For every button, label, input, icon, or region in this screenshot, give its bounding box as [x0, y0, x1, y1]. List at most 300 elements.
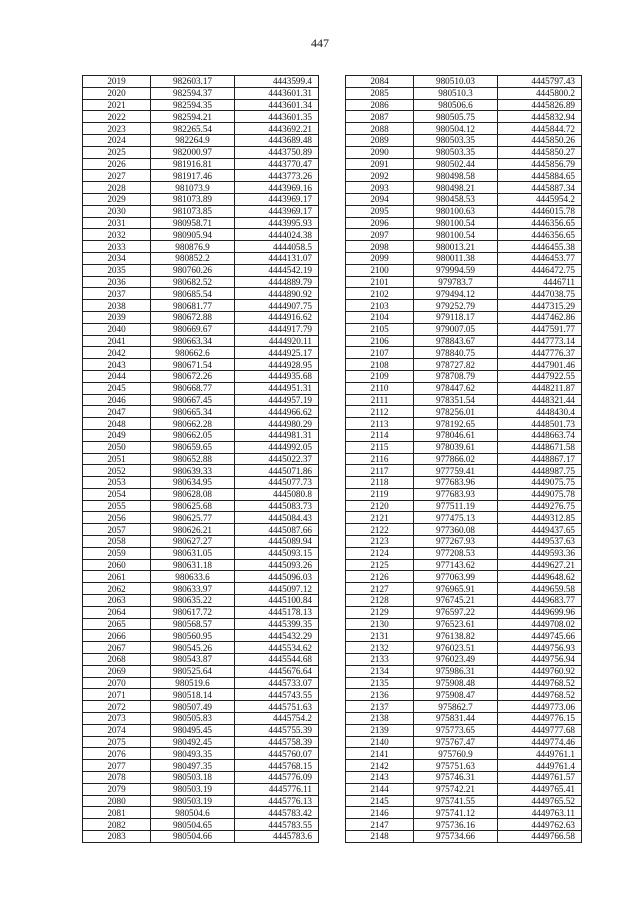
- y-coordinate-cell: 4444980.29: [235, 418, 319, 430]
- point-id-cell: 2090: [346, 146, 414, 158]
- y-coordinate-cell: 4445087.66: [235, 524, 319, 536]
- table-row: [83, 630, 319, 642]
- point-id-cell: 2040: [83, 323, 151, 335]
- x-coordinate-cell: 980510.03: [414, 76, 498, 88]
- table-row: [346, 217, 582, 229]
- y-coordinate-cell: 4448211.87: [498, 382, 582, 394]
- y-coordinate-cell: 4445783.6: [235, 831, 319, 843]
- point-id-cell: 2108: [346, 359, 414, 371]
- x-coordinate-cell: 980665.34: [151, 406, 235, 418]
- table-row: [346, 229, 582, 241]
- point-id-cell: 2083: [83, 831, 151, 843]
- point-id-cell: 2072: [83, 701, 151, 713]
- x-coordinate-cell: 980495.45: [151, 724, 235, 736]
- y-coordinate-cell: 4445850.26: [498, 134, 582, 146]
- table-row: [346, 347, 582, 359]
- table-row: [83, 547, 319, 559]
- x-coordinate-cell: 975862.7: [414, 701, 498, 713]
- point-id-cell: 2132: [346, 642, 414, 654]
- point-id-cell: 2113: [346, 418, 414, 430]
- point-id-cell: 2043: [83, 359, 151, 371]
- y-coordinate-cell: 4445022.37: [235, 453, 319, 465]
- y-coordinate-cell: 4445783.55: [235, 819, 319, 831]
- point-id-cell: 2026: [83, 158, 151, 170]
- point-id-cell: 2139: [346, 724, 414, 736]
- point-id-cell: 2022: [83, 111, 151, 123]
- y-coordinate-cell: 4443969.16: [235, 182, 319, 194]
- point-id-cell: 2126: [346, 571, 414, 583]
- x-coordinate-cell: 982603.17: [151, 76, 235, 88]
- x-coordinate-cell: 980635.22: [151, 595, 235, 607]
- table-row: [346, 795, 582, 807]
- point-id-cell: 2093: [346, 182, 414, 194]
- table-row: [83, 783, 319, 795]
- y-coordinate-cell: 4446472.75: [498, 264, 582, 276]
- y-coordinate-cell: 4449761.57: [498, 772, 582, 784]
- x-coordinate-cell: 977143.62: [414, 559, 498, 571]
- point-id-cell: 2023: [83, 123, 151, 135]
- x-coordinate-cell: 981917.46: [151, 170, 235, 182]
- table-row: [83, 323, 319, 335]
- table-row: [346, 512, 582, 524]
- point-id-cell: 2135: [346, 677, 414, 689]
- y-coordinate-cell: 4449312.85: [498, 512, 582, 524]
- y-coordinate-cell: 4445178.13: [235, 606, 319, 618]
- y-coordinate-cell: 4449761.4: [498, 760, 582, 772]
- y-coordinate-cell: 4445884.65: [498, 170, 582, 182]
- table-row: [346, 170, 582, 182]
- y-coordinate-cell: 4445887.34: [498, 182, 582, 194]
- x-coordinate-cell: 981073.9: [151, 182, 235, 194]
- y-coordinate-cell: 4445071.86: [235, 465, 319, 477]
- y-coordinate-cell: 4444966.62: [235, 406, 319, 418]
- y-coordinate-cell: 4445077.73: [235, 477, 319, 489]
- point-id-cell: 2066: [83, 630, 151, 642]
- table-row: [83, 429, 319, 441]
- point-id-cell: 2064: [83, 606, 151, 618]
- table-row: [83, 701, 319, 713]
- y-coordinate-cell: 4446356.65: [498, 217, 582, 229]
- table-row: [346, 559, 582, 571]
- y-coordinate-cell: 4447922.55: [498, 370, 582, 382]
- y-coordinate-cell: 4444058.5: [235, 241, 319, 253]
- x-coordinate-cell: 980760.26: [151, 264, 235, 276]
- table-row: [83, 134, 319, 146]
- x-coordinate-cell: 980100.54: [414, 229, 498, 241]
- point-id-cell: 2079: [83, 783, 151, 795]
- point-id-cell: 2071: [83, 689, 151, 701]
- x-coordinate-cell: 980682.52: [151, 276, 235, 288]
- point-id-cell: 2129: [346, 606, 414, 618]
- x-coordinate-cell: 976138.82: [414, 630, 498, 642]
- point-id-cell: 2117: [346, 465, 414, 477]
- coordinates-table-left: [82, 75, 319, 843]
- point-id-cell: 2058: [83, 536, 151, 548]
- y-coordinate-cell: 4445743.55: [235, 689, 319, 701]
- point-id-cell: 2077: [83, 760, 151, 772]
- table-row: [346, 276, 582, 288]
- table-row: [83, 193, 319, 205]
- x-coordinate-cell: 980510.3: [414, 87, 498, 99]
- y-coordinate-cell: 4445760.07: [235, 748, 319, 760]
- x-coordinate-cell: 980504.65: [151, 819, 235, 831]
- y-coordinate-cell: 4449765.41: [498, 783, 582, 795]
- point-id-cell: 2051: [83, 453, 151, 465]
- y-coordinate-cell: 4444542.19: [235, 264, 319, 276]
- x-coordinate-cell: 982264.9: [151, 134, 235, 146]
- x-coordinate-cell: 980662.6: [151, 347, 235, 359]
- y-coordinate-cell: 4449437.65: [498, 524, 582, 536]
- y-coordinate-cell: 4443750.89: [235, 146, 319, 158]
- point-id-cell: 2039: [83, 311, 151, 323]
- y-coordinate-cell: 4447038.75: [498, 288, 582, 300]
- x-coordinate-cell: 976745.21: [414, 595, 498, 607]
- table-row: [83, 441, 319, 453]
- table-row: [83, 642, 319, 654]
- table-row: [346, 418, 582, 430]
- point-id-cell: 2145: [346, 795, 414, 807]
- point-id-cell: 2028: [83, 182, 151, 194]
- y-coordinate-cell: 4443601.35: [235, 111, 319, 123]
- y-coordinate-cell: 4445093.15: [235, 547, 319, 559]
- point-id-cell: 2146: [346, 807, 414, 819]
- table-row: [83, 111, 319, 123]
- point-id-cell: 2047: [83, 406, 151, 418]
- coordinates-table-right: [345, 75, 582, 843]
- y-coordinate-cell: 4448501.73: [498, 418, 582, 430]
- point-id-cell: 2032: [83, 229, 151, 241]
- point-id-cell: 2021: [83, 99, 151, 111]
- table-row: [83, 158, 319, 170]
- x-coordinate-cell: 980504.66: [151, 831, 235, 843]
- y-coordinate-cell: 4449776.15: [498, 713, 582, 725]
- x-coordinate-cell: 980633.6: [151, 571, 235, 583]
- x-coordinate-cell: 978708.79: [414, 370, 498, 382]
- table-row: [346, 158, 582, 170]
- table-row: [346, 630, 582, 642]
- point-id-cell: 2038: [83, 300, 151, 312]
- x-coordinate-cell: 977759.41: [414, 465, 498, 477]
- x-coordinate-cell: 980560.95: [151, 630, 235, 642]
- x-coordinate-cell: 980626.21: [151, 524, 235, 536]
- y-coordinate-cell: 4446711: [498, 276, 582, 288]
- table-row: [83, 689, 319, 701]
- table-row: [346, 300, 582, 312]
- table-row: [346, 323, 582, 335]
- table-row: [83, 347, 319, 359]
- y-coordinate-cell: 4443770.47: [235, 158, 319, 170]
- x-coordinate-cell: 980617.72: [151, 606, 235, 618]
- y-coordinate-cell: 4448987.75: [498, 465, 582, 477]
- point-id-cell: 2081: [83, 807, 151, 819]
- y-coordinate-cell: 4449627.21: [498, 559, 582, 571]
- y-coordinate-cell: 4443599.4: [235, 76, 319, 88]
- x-coordinate-cell: 978256.01: [414, 406, 498, 418]
- table-row: [346, 783, 582, 795]
- table-row: [83, 524, 319, 536]
- table-row: [346, 99, 582, 111]
- table-row: [83, 477, 319, 489]
- table-row: [346, 406, 582, 418]
- y-coordinate-cell: 4443773.26: [235, 170, 319, 182]
- y-coordinate-cell: 4445097.12: [235, 583, 319, 595]
- x-coordinate-cell: 980505.75: [414, 111, 498, 123]
- x-coordinate-cell: 980659.65: [151, 441, 235, 453]
- x-coordinate-cell: 980681.77: [151, 300, 235, 312]
- table-row: [83, 123, 319, 135]
- x-coordinate-cell: 979118.17: [414, 311, 498, 323]
- point-id-cell: 2062: [83, 583, 151, 595]
- point-id-cell: 2082: [83, 819, 151, 831]
- y-coordinate-cell: 4449745.66: [498, 630, 582, 642]
- y-coordinate-cell: 4444925.17: [235, 347, 319, 359]
- table-row: [83, 453, 319, 465]
- y-coordinate-cell: 4449773.06: [498, 701, 582, 713]
- y-coordinate-cell: 4449768.52: [498, 677, 582, 689]
- coordinates-table-left-body: [83, 76, 319, 843]
- y-coordinate-cell: 4445084.43: [235, 512, 319, 524]
- table-row: [83, 571, 319, 583]
- table-row: [346, 819, 582, 831]
- y-coordinate-cell: 4444951.31: [235, 382, 319, 394]
- y-coordinate-cell: 4446453.77: [498, 252, 582, 264]
- point-id-cell: 2143: [346, 772, 414, 784]
- y-coordinate-cell: 4443969.17: [235, 193, 319, 205]
- y-coordinate-cell: 4443689.48: [235, 134, 319, 146]
- x-coordinate-cell: 977511.19: [414, 500, 498, 512]
- y-coordinate-cell: 4445797.43: [498, 76, 582, 88]
- table-row: [83, 713, 319, 725]
- point-id-cell: 2067: [83, 642, 151, 654]
- point-id-cell: 2030: [83, 205, 151, 217]
- table-row: [83, 418, 319, 430]
- x-coordinate-cell: 975908.47: [414, 689, 498, 701]
- y-coordinate-cell: 4449766.58: [498, 831, 582, 843]
- table-row: [346, 772, 582, 784]
- x-coordinate-cell: 975760.9: [414, 748, 498, 760]
- x-coordinate-cell: 980100.54: [414, 217, 498, 229]
- table-row: [346, 642, 582, 654]
- point-id-cell: 2130: [346, 618, 414, 630]
- table-row: [346, 370, 582, 382]
- point-id-cell: 2140: [346, 736, 414, 748]
- point-id-cell: 2031: [83, 217, 151, 229]
- x-coordinate-cell: 977063.99: [414, 571, 498, 583]
- x-coordinate-cell: 979007.05: [414, 323, 498, 335]
- x-coordinate-cell: 980662.28: [151, 418, 235, 430]
- x-coordinate-cell: 979252.79: [414, 300, 498, 312]
- y-coordinate-cell: 4444981.31: [235, 429, 319, 441]
- table-row: [346, 677, 582, 689]
- point-id-cell: 2104: [346, 311, 414, 323]
- table-row: [346, 76, 582, 88]
- table-row: [83, 99, 319, 111]
- x-coordinate-cell: 980685.54: [151, 288, 235, 300]
- x-coordinate-cell: 980505.83: [151, 713, 235, 725]
- table-row: [83, 748, 319, 760]
- coordinates-table-right-body: [346, 76, 582, 843]
- table-row: [346, 748, 582, 760]
- y-coordinate-cell: 4449683.77: [498, 595, 582, 607]
- table-row: [83, 819, 319, 831]
- y-coordinate-cell: 4445676.64: [235, 665, 319, 677]
- point-id-cell: 2053: [83, 477, 151, 489]
- table-row: [346, 736, 582, 748]
- point-id-cell: 2120: [346, 500, 414, 512]
- table-row: [346, 583, 582, 595]
- point-id-cell: 2123: [346, 536, 414, 548]
- x-coordinate-cell: 980545.26: [151, 642, 235, 654]
- x-coordinate-cell: 978046.61: [414, 429, 498, 441]
- y-coordinate-cell: 4447776.37: [498, 347, 582, 359]
- x-coordinate-cell: 980672.26: [151, 370, 235, 382]
- x-coordinate-cell: 976023.49: [414, 654, 498, 666]
- y-coordinate-cell: 4445776.09: [235, 772, 319, 784]
- x-coordinate-cell: 980498.21: [414, 182, 498, 194]
- x-coordinate-cell: 980627.27: [151, 536, 235, 548]
- point-id-cell: 2046: [83, 394, 151, 406]
- table-row: [346, 453, 582, 465]
- table-row: [346, 264, 582, 276]
- point-id-cell: 2097: [346, 229, 414, 241]
- x-coordinate-cell: 980639.33: [151, 465, 235, 477]
- y-coordinate-cell: 4445544.68: [235, 654, 319, 666]
- x-coordinate-cell: 980503.35: [414, 146, 498, 158]
- y-coordinate-cell: 4449761.1: [498, 748, 582, 760]
- point-id-cell: 2095: [346, 205, 414, 217]
- x-coordinate-cell: 975767.47: [414, 736, 498, 748]
- x-coordinate-cell: 980013.21: [414, 241, 498, 253]
- x-coordinate-cell: 975742.21: [414, 783, 498, 795]
- x-coordinate-cell: 980667.45: [151, 394, 235, 406]
- point-id-cell: 2044: [83, 370, 151, 382]
- y-coordinate-cell: 4445856.79: [498, 158, 582, 170]
- x-coordinate-cell: 980625.68: [151, 500, 235, 512]
- table-row: [346, 488, 582, 500]
- y-coordinate-cell: 4448321.44: [498, 394, 582, 406]
- x-coordinate-cell: 980503.18: [151, 772, 235, 784]
- y-coordinate-cell: 4444889.79: [235, 276, 319, 288]
- table-row: [346, 807, 582, 819]
- x-coordinate-cell: 982594.37: [151, 87, 235, 99]
- y-coordinate-cell: 4446455.38: [498, 241, 582, 253]
- point-id-cell: 2137: [346, 701, 414, 713]
- table-row: [346, 689, 582, 701]
- x-coordinate-cell: 980503.19: [151, 783, 235, 795]
- x-coordinate-cell: 975736.16: [414, 819, 498, 831]
- point-id-cell: 2119: [346, 488, 414, 500]
- point-id-cell: 2099: [346, 252, 414, 264]
- y-coordinate-cell: 4443969.17: [235, 205, 319, 217]
- table-row: [83, 583, 319, 595]
- y-coordinate-cell: 4444890.92: [235, 288, 319, 300]
- table-row: [83, 394, 319, 406]
- point-id-cell: 2118: [346, 477, 414, 489]
- point-id-cell: 2055: [83, 500, 151, 512]
- table-row: [83, 252, 319, 264]
- y-coordinate-cell: 4445755.39: [235, 724, 319, 736]
- table-row: [83, 170, 319, 182]
- y-coordinate-cell: 4447901.46: [498, 359, 582, 371]
- y-coordinate-cell: 4449708.02: [498, 618, 582, 630]
- point-id-cell: 2042: [83, 347, 151, 359]
- table-row: [346, 465, 582, 477]
- table-row: [346, 701, 582, 713]
- point-id-cell: 2138: [346, 713, 414, 725]
- x-coordinate-cell: 980497.35: [151, 760, 235, 772]
- table-row: [83, 724, 319, 736]
- x-coordinate-cell: 980631.18: [151, 559, 235, 571]
- y-coordinate-cell: 4444131.07: [235, 252, 319, 264]
- table-row: [83, 264, 319, 276]
- y-coordinate-cell: 4445783.42: [235, 807, 319, 819]
- table-row: [83, 665, 319, 677]
- x-coordinate-cell: 980100.63: [414, 205, 498, 217]
- point-id-cell: 2091: [346, 158, 414, 170]
- x-coordinate-cell: 980671.54: [151, 359, 235, 371]
- x-coordinate-cell: 980502.44: [414, 158, 498, 170]
- table-row: [346, 760, 582, 772]
- table-row: [346, 394, 582, 406]
- x-coordinate-cell: 981073.85: [151, 205, 235, 217]
- table-row: [346, 441, 582, 453]
- point-id-cell: 2110: [346, 382, 414, 394]
- table-row: [83, 87, 319, 99]
- x-coordinate-cell: 981073.89: [151, 193, 235, 205]
- x-coordinate-cell: 977866.02: [414, 453, 498, 465]
- point-id-cell: 2078: [83, 772, 151, 784]
- y-coordinate-cell: 4445800.2: [498, 87, 582, 99]
- point-id-cell: 2147: [346, 819, 414, 831]
- x-coordinate-cell: 977683.93: [414, 488, 498, 500]
- table-row: [346, 618, 582, 630]
- point-id-cell: 2131: [346, 630, 414, 642]
- point-id-cell: 2052: [83, 465, 151, 477]
- point-id-cell: 2094: [346, 193, 414, 205]
- y-coordinate-cell: 4445100.84: [235, 595, 319, 607]
- table-row: [346, 524, 582, 536]
- table-row: [83, 300, 319, 312]
- y-coordinate-cell: 4443601.31: [235, 87, 319, 99]
- table-row: [83, 335, 319, 347]
- table-row: [83, 276, 319, 288]
- point-id-cell: 2103: [346, 300, 414, 312]
- x-coordinate-cell: 977683.96: [414, 477, 498, 489]
- table-row: [83, 654, 319, 666]
- table-row: [346, 252, 582, 264]
- x-coordinate-cell: 980507.49: [151, 701, 235, 713]
- x-coordinate-cell: 980852.2: [151, 252, 235, 264]
- y-coordinate-cell: 4448430.4: [498, 406, 582, 418]
- x-coordinate-cell: 980668.77: [151, 382, 235, 394]
- point-id-cell: 2061: [83, 571, 151, 583]
- table-row: [346, 111, 582, 123]
- y-coordinate-cell: 4445754.2: [235, 713, 319, 725]
- y-coordinate-cell: 4447315.29: [498, 300, 582, 312]
- table-row: [83, 217, 319, 229]
- point-id-cell: 2029: [83, 193, 151, 205]
- table-row: [83, 559, 319, 571]
- x-coordinate-cell: 980011.38: [414, 252, 498, 264]
- table-row: [83, 831, 319, 843]
- x-coordinate-cell: 980518.14: [151, 689, 235, 701]
- y-coordinate-cell: 4445733.07: [235, 677, 319, 689]
- x-coordinate-cell: 979494.12: [414, 288, 498, 300]
- table-row: [346, 123, 582, 135]
- x-coordinate-cell: 980652.88: [151, 453, 235, 465]
- point-id-cell: 2109: [346, 370, 414, 382]
- point-id-cell: 2092: [346, 170, 414, 182]
